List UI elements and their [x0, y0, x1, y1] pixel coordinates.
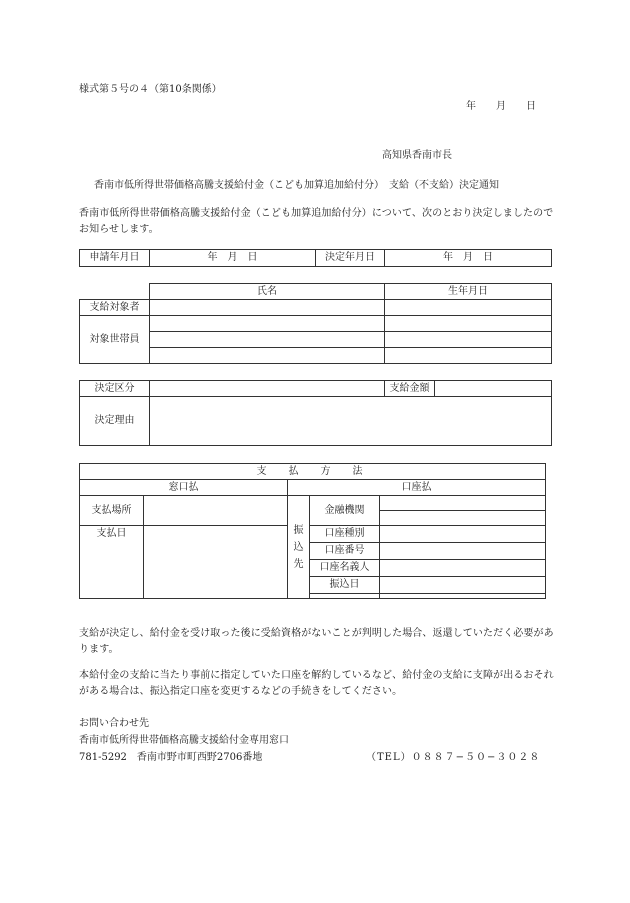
contact-tel: （TEL）０８８７−５０−３０２８ [366, 752, 541, 763]
persons-table [79, 283, 552, 364]
name-header: 氏名 [150, 284, 385, 300]
payment-method-title: 支 払 方 法 [80, 464, 546, 480]
account-type-field[interactable] [380, 526, 546, 543]
account-payment-header: 口座払 [288, 480, 546, 496]
account-holder-field[interactable] [380, 560, 546, 577]
intro-text: 香南市低所得世帯価格高騰支援給付金（こども加算追加給付分）について、次のとおり決定しましたのでお知らせします。 [79, 208, 554, 235]
payment-place-label: 支払場所 [80, 496, 144, 526]
household-birth-field[interactable] [385, 332, 552, 348]
transfer-date-field[interactable] [380, 577, 546, 594]
household-birth-field[interactable] [385, 316, 552, 332]
household-name-field[interactable] [150, 332, 385, 348]
document-title: 香南市低所得世帯価格高騰支援給付金（こども加算追加給付分） 支給（不支給）決定通知 [94, 180, 499, 191]
corner-cell [80, 284, 150, 300]
transfer-destination-label: 振 込 先 [288, 496, 310, 599]
form-number: 様式第５号の４（第10条関係） [79, 84, 222, 95]
decision-reason-label: 決定理由 [80, 397, 150, 446]
payment-date-field[interactable] [144, 526, 288, 599]
decision-category-label: 決定区分 [80, 381, 150, 397]
counter-payment-header: 窓口払 [80, 480, 288, 496]
contact-office: 香南市低所得世帯価格高騰支援給付金専用窓口 [79, 735, 289, 746]
application-date-field[interactable]: 年 月 日 [150, 250, 316, 267]
issuer: 高知県香南市長 [382, 150, 452, 161]
note-refund: 支給が決定し、給付金を受け取った後に受給資格がないことが判明した場合、返還していただく必要があります。 [79, 628, 554, 655]
financial-institution-label: 金融機関 [310, 496, 380, 526]
household-name-field[interactable] [150, 348, 385, 364]
decision-table [79, 380, 552, 446]
decision-date-field[interactable]: 年 月 日 [385, 250, 552, 267]
decision-reason-field[interactable] [150, 397, 552, 446]
payment-place-field[interactable] [144, 496, 288, 526]
recipient-name-field[interactable] [150, 300, 385, 316]
financial-institution-field[interactable] [380, 496, 546, 511]
decision-date-label: 決定年月日 [316, 250, 385, 267]
account-type-label: 口座種別 [310, 526, 380, 543]
birth-header: 生年月日 [385, 284, 552, 300]
payment-method-table [79, 463, 546, 599]
financial-institution-branch-field[interactable] [380, 511, 546, 526]
account-number-field[interactable] [380, 543, 546, 560]
account-number-label: 口座番号 [310, 543, 380, 560]
account-holder-label: 口座名義人 [310, 560, 380, 577]
contact-address: 781-5292 香南市野市町西野2706番地 [79, 752, 263, 763]
date-line: 年 月 日 [466, 101, 536, 112]
decision-category-field[interactable] [150, 381, 385, 397]
transfer-date-label: 振込日 [310, 577, 380, 594]
dates-table [79, 249, 552, 267]
table-bottom-spacer [310, 594, 380, 599]
payment-date-label: 支払日 [80, 526, 144, 599]
payment-amount-label: 支給金額 [385, 381, 435, 397]
household-label: 対象世帯員 [80, 316, 150, 364]
recipient-label: 支給対象者 [80, 300, 150, 316]
table-bottom-spacer [380, 594, 546, 599]
payment-amount-field[interactable] [435, 381, 552, 397]
application-date-label: 申請年月日 [80, 250, 150, 267]
household-birth-field[interactable] [385, 348, 552, 364]
note-account-change: 本給付金の支給に当たり事前に指定していた口座を解約しているなど、給付金の支給に支障が出るおそれがある場合は、振込指定口座を変更するなどの手続きをしてください。 [79, 670, 554, 697]
household-name-field[interactable] [150, 316, 385, 332]
recipient-birth-field[interactable] [385, 300, 552, 316]
contact-heading: お問い合わせ先 [79, 718, 149, 729]
